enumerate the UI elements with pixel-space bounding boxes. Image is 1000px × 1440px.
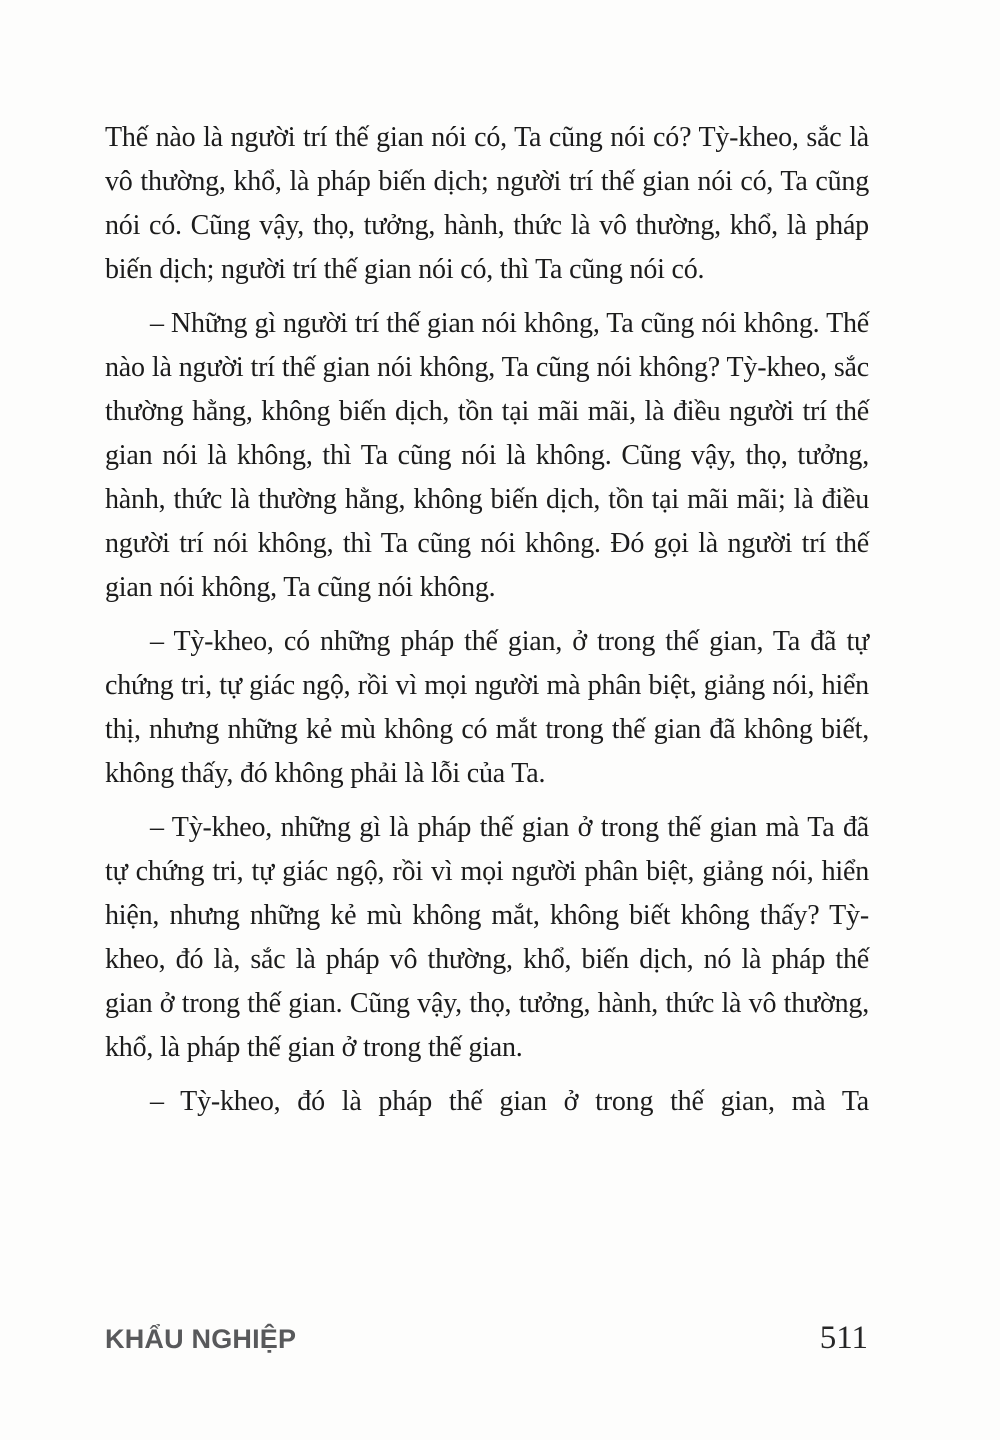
page-number: 511 [819, 1320, 868, 1356]
running-title: KHẨU NGHIỆP [105, 1324, 297, 1354]
paragraph: – Tỳ-kheo, có những pháp thế gian, ở trong thế gian, Ta đã tự chứng tri, tự giác ngộ, rồi vì mọi người mà phân biệt, giảng nói, hiển thị, nhưng những kẻ mù không có mắt trong thế gian đã không biết, không thấy, đó không phải là lỗi của Ta. [105, 626, 869, 789]
page-footer [105, 1322, 868, 1355]
paragraph: – Tỳ-kheo, những gì là pháp thế gian ở trong thế gian mà Ta đã tự chứng tri, tự giác ngộ, rồi vì mọi người phân biệt, giảng nói, hiển hiện, nhưng những kẻ mù không mắt, không biết không thấy? Tỳ-kheo, đó là, sắc là pháp vô thường, khổ, biến dịch, nó là pháp thế gian ở trong thế gian. Cũng vậy, thọ, tưởng, hành, thức là vô thường, khổ, là pháp thế gian ở trong thế gian. [105, 812, 869, 1063]
paragraph-continuation: Thế nào là người trí thế gian nói có, Ta cũng nói có? Tỳ-kheo, sắc là vô thường, khổ, là pháp biến dịch; người trí thế gian nói có, Ta cũng nói có. Cũng vậy, thọ, tưởng, hành, thức là vô thường, khổ, là pháp biến dịch; người trí thế gian nói có, thì Ta cũng nói có. [105, 122, 869, 285]
paragraph: – Những gì người trí thế gian nói không, Ta cũng nói không. Thế nào là người trí thế gian nói không, Ta cũng nói không? Tỳ-kheo, sắc thường hằng, không biến dịch, tồn tại mãi mãi, là điều người trí thế gian nói là không, thì Ta cũng nói là không. Cũng vậy, thọ, tưởng, hành, thức là thường hằng, không biến dịch, tồn tại mãi mãi; là điều người trí nói không, thì Ta cũng nói không. Đó gọi là người trí thế gian nói không, Ta cũng nói không. [105, 308, 869, 603]
paragraph-partial: – Tỳ-kheo, đó là pháp thế gian ở trong thế gian, mà Ta [150, 1086, 869, 1117]
body-text [105, 116, 869, 1134]
